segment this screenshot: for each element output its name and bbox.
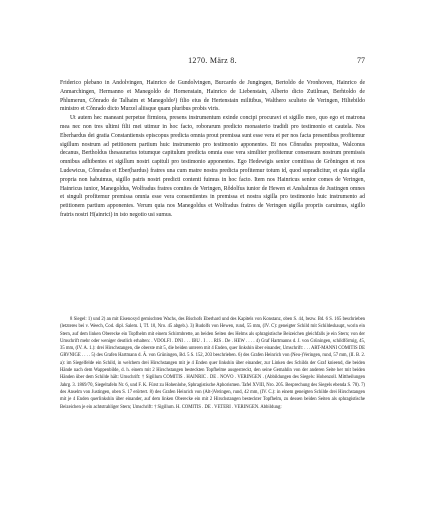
body-paragraph: Ut autem hec maneant perpetue firmiora, presens instrumentum exinde concipi procuravi et sigillo meo, quo ego et matrona mea nec non tres ultimi filii mei utimur in hoc facto, roborarum predicto monasterio tradidi pro testimonio et cautela. Nos Eberhardus dei gratia Constantiensis episcopus predicta omnia prout premissa sunt esse vera et per nos facta presentibus profitemur sigillum nostrum ad petitionem partium huic instrumento pro testimonio apponentes. Et nos Cŏnradus prepositus, Walconus decanus, Bertholdus thesaurarius totumque capitulum predicta omnia esse vera similiter profitemur consensum nostrum premissis omnibus adhibentes et sigillum nostri capituli pro testimonio apponentes. Ego Hedewigis senior comitissa de Grŏningen et nos Ludewicus, Cŏnradus et Eber(hardus) fratres una cum matre nostra predicta profitemur totum id, quod supradicitur, et quia sigilla propria non habuimus, sigillo patris nostri predicti contenti fuimus in hoc facto. Item nos Hainricus senior comes de Veringen, Hainricus iunior, Manegoldus, Wolfradus fratres comites de Veringen, Rŏdolfus iunior de Hewen et Anshalmus de Justingen omnes et singuli profitemur premissa omnia esse vera consentientes in premissa et nostra sigilla pro testimonio huic instrumento ad petitionem partium apponentes. Verum quia nos Manegoldus et Wolfradus fratres de Veringen sigilla propriis caruimus, sigillo fratris nostri H(ainrici) in isto negotio usi sumus. (60, 115, 365, 218)
page-number: 77 (357, 56, 365, 65)
main-text (60, 79, 365, 220)
footnote-paragraph: 8 Siegel: 1) und 2) an mit Eisenoxyd gemischten Wachs, des Bischofs Eberhard und des Kapitels von Konstanz, oben S. 44, bezw. Bd. 6 S. 165 beschrieben (letzteres bei v. Weech, Cod. dipl. Salem. I, Tf. 10, Nro. 45 abgeb.). 3) Rudolfs von Hewen, rund, 55 mm, (IV. C): geneigter Schild mit Schildeshaupt, worin ein Stern, auf dem linken Oberecke ein Topfhelm mit einem Schirmbrette, an beiden Seiten des Helms als sphragistische Beizeichen gleichfalls je ein Stern; von der Umschrift mehr oder weniger deutlich erhalten: . VDOLFI . DNI . . . IBU . I . . . RIS . De . HEW . . . . 4) Graf Hartmanns d. J. von Grüningen, schildförmig, 45, 35 mm, (IV. A. 1.): drei Hirschstangen, die oberste mit 5, die beiden unteren mit 4 Enden, quer linkshin über einander, Umschrift: . . . ART-MANNI COMITIS DE GRVNIGE . . . . 5) des Grafen Hartmann d. Ä. von Grüningen, Bd. 5 S. 152, 203 beschrieben. 6) des Grafen Heinrich von (Neu-)Veringen, rund, 57 mm, (II. B. 2. a): im Siegelfelde ein Schild, in welchem drei Hirschstangen mit je 4 Enden quer linkshin über einander, zur Linken des Schilds der Graf knieend, die beiden Hände nach dem Wappenbilde, d. h. einem mit 2 Hirschstangen besteckten Topfhelme ausgestreckt, den seine Gemahlin von der anderen Seite her mit beiden Händen über dem Schilde hält: Umschrift: † Sigillum COMITIS . HAINRIC . DE . NOVO . VERINGEN . (Abbildungen des Siegels: Hohenzoll. Mittheilungen Jahrg. 3. 1869/70, Siegeltafeln Nr. 6, und F. K. Fürst zu Hohenlohe, Sphragistische Aphorismen. Tafel XVIII, Nro. 205. Besprechung des Siegels ebenda S. 78). 7) des Anselm von Justingen, oben S. 17 erörtert. 8) des Grafen Heinrich von (Alt-)Veringen, rund, 42 mm, (IV. C.): in einem geneigten Schilde drei Hirschstangen mit je 4 Enden querlinkshin über einander, auf dem linken Oberecke ein mit 2 Hirschstangen besteckter Topfhelm, zu dessen beiden Seiten als sphragistische Beizeichen je ein achtstrahliger Stern; Umschrift: † Sigillum. H. COMITIS . DE . VETERI . VERINGEN. Abbildung: (60, 317, 365, 410)
footnotes (60, 316, 365, 411)
page-header (60, 55, 365, 67)
header-date: 1270. März 8. (188, 56, 237, 65)
body-paragraph: Friderico plebano in Andolvingen, Hainrico de Gundolvingen, Burcardo de Jungingen, Bertoldo de Vronhoven, Hainrico de Anmarchingen, Hermanno et Manegoldo de Hornenstain, Hainrico de Liebenstain, Alberto dicto Zutilman, Berhtoldo de Phlumerun, Cŏnrado de Talhaim et Manegoldo¹) filio eius de Hertenstain militibus, Walthero sculteto de Veringen, Hiltebildo ministro et Cŏnrado dicto Murzel aliisque quam pluribus probis viris. (60, 80, 365, 113)
